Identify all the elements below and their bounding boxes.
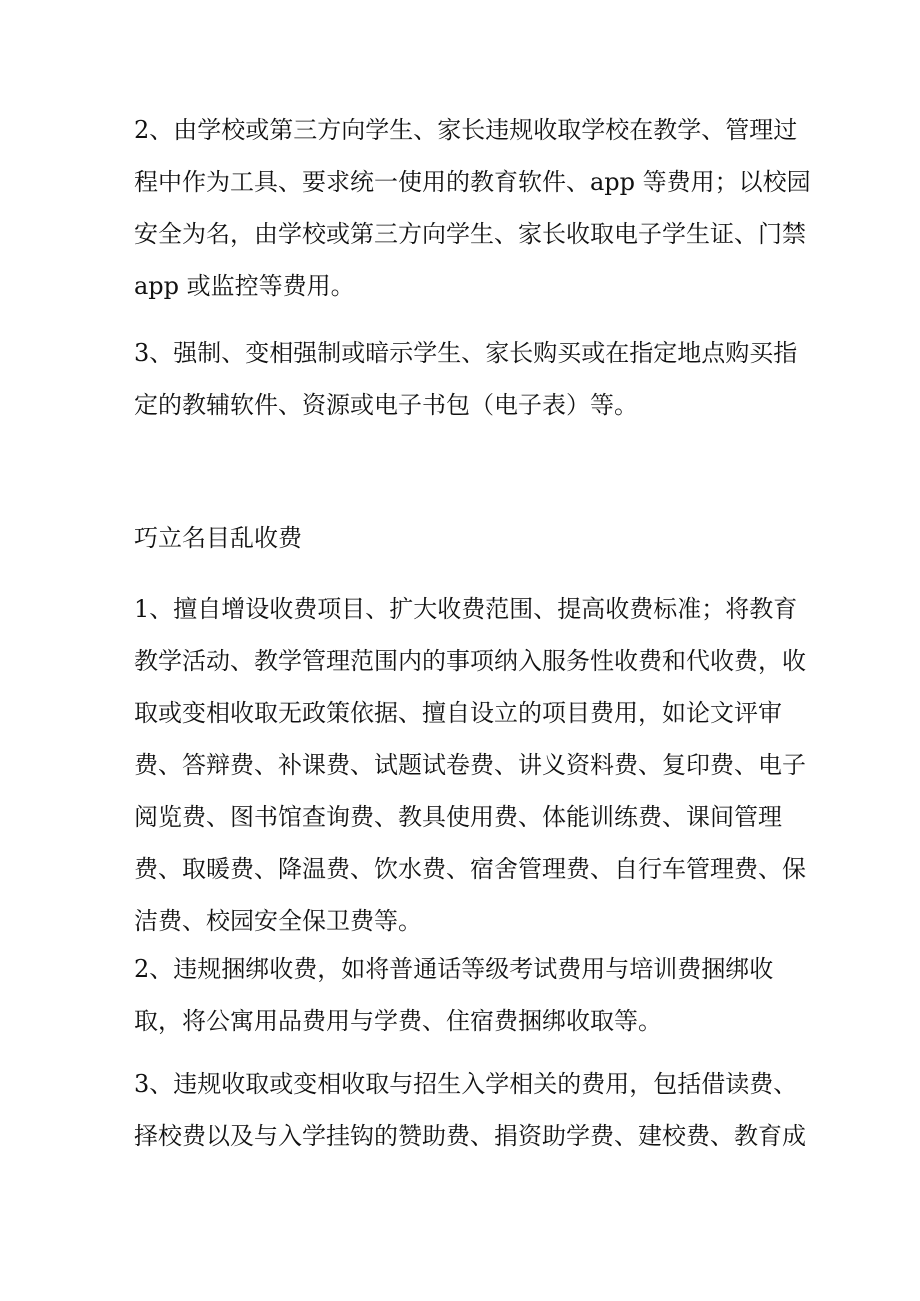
text-line: 程中作为工具、要求统一使用的教育软件、app 等费用；以校园	[134, 168, 811, 196]
text-line: app 或监控等费用。	[134, 272, 355, 300]
text-line: 择校费以及与入学挂钩的赞助费、捐资助学费、建校费、教育成	[134, 1122, 806, 1150]
paragraph-school-app-fees	[134, 104, 811, 312]
paragraph-enrollment-fees	[134, 1058, 806, 1162]
paragraph-unauthorized-fees	[134, 583, 806, 947]
text-line: 取或变相收取无政策依据、擅自设立的项目费用，如论文评审	[134, 699, 782, 727]
text-line: 2、由学校或第三方向学生、家长违规收取学校在教学、管理过	[134, 116, 798, 144]
text-line: 阅览费、图书馆查询费、教具使用费、体能训练费、课间管理	[134, 803, 782, 831]
paragraph-bundled-fees	[134, 943, 794, 1047]
paragraph-forced-purchase	[134, 327, 798, 431]
text-line: 2、违规捆绑收费，如将普通话等级考试费用与培训费捆绑收	[134, 955, 774, 983]
text-line: 洁费、校园安全保卫费等。	[134, 907, 422, 935]
text-line: 取，将公寓用品费用与学费、住宿费捆绑收取等。	[134, 1007, 662, 1035]
section-heading: 巧立名目乱收费	[134, 524, 302, 552]
text-line: 费、取暖费、降温费、饮水费、宿舍管理费、自行车管理费、保	[134, 855, 806, 883]
text-line: 3、违规收取或变相收取与招生入学相关的费用，包括借读费、	[134, 1070, 798, 1098]
text-line: 教学活动、教学管理范围内的事项纳入服务性收费和代收费，收	[134, 647, 806, 675]
text-line: 1、擅自增设收费项目、扩大收费范围、提高收费标准；将教育	[134, 595, 798, 623]
text-line: 安全为名，由学校或第三方向学生、家长收取电子学生证、门禁	[134, 220, 806, 248]
text-line: 定的教辅软件、资源或电子书包（电子表）等。	[134, 391, 638, 419]
text-line: 费、答辩费、补课费、试题试卷费、讲义资料费、复印费、电子	[134, 751, 806, 779]
text-line: 3、强制、变相强制或暗示学生、家长购买或在指定地点购买指	[134, 339, 798, 367]
